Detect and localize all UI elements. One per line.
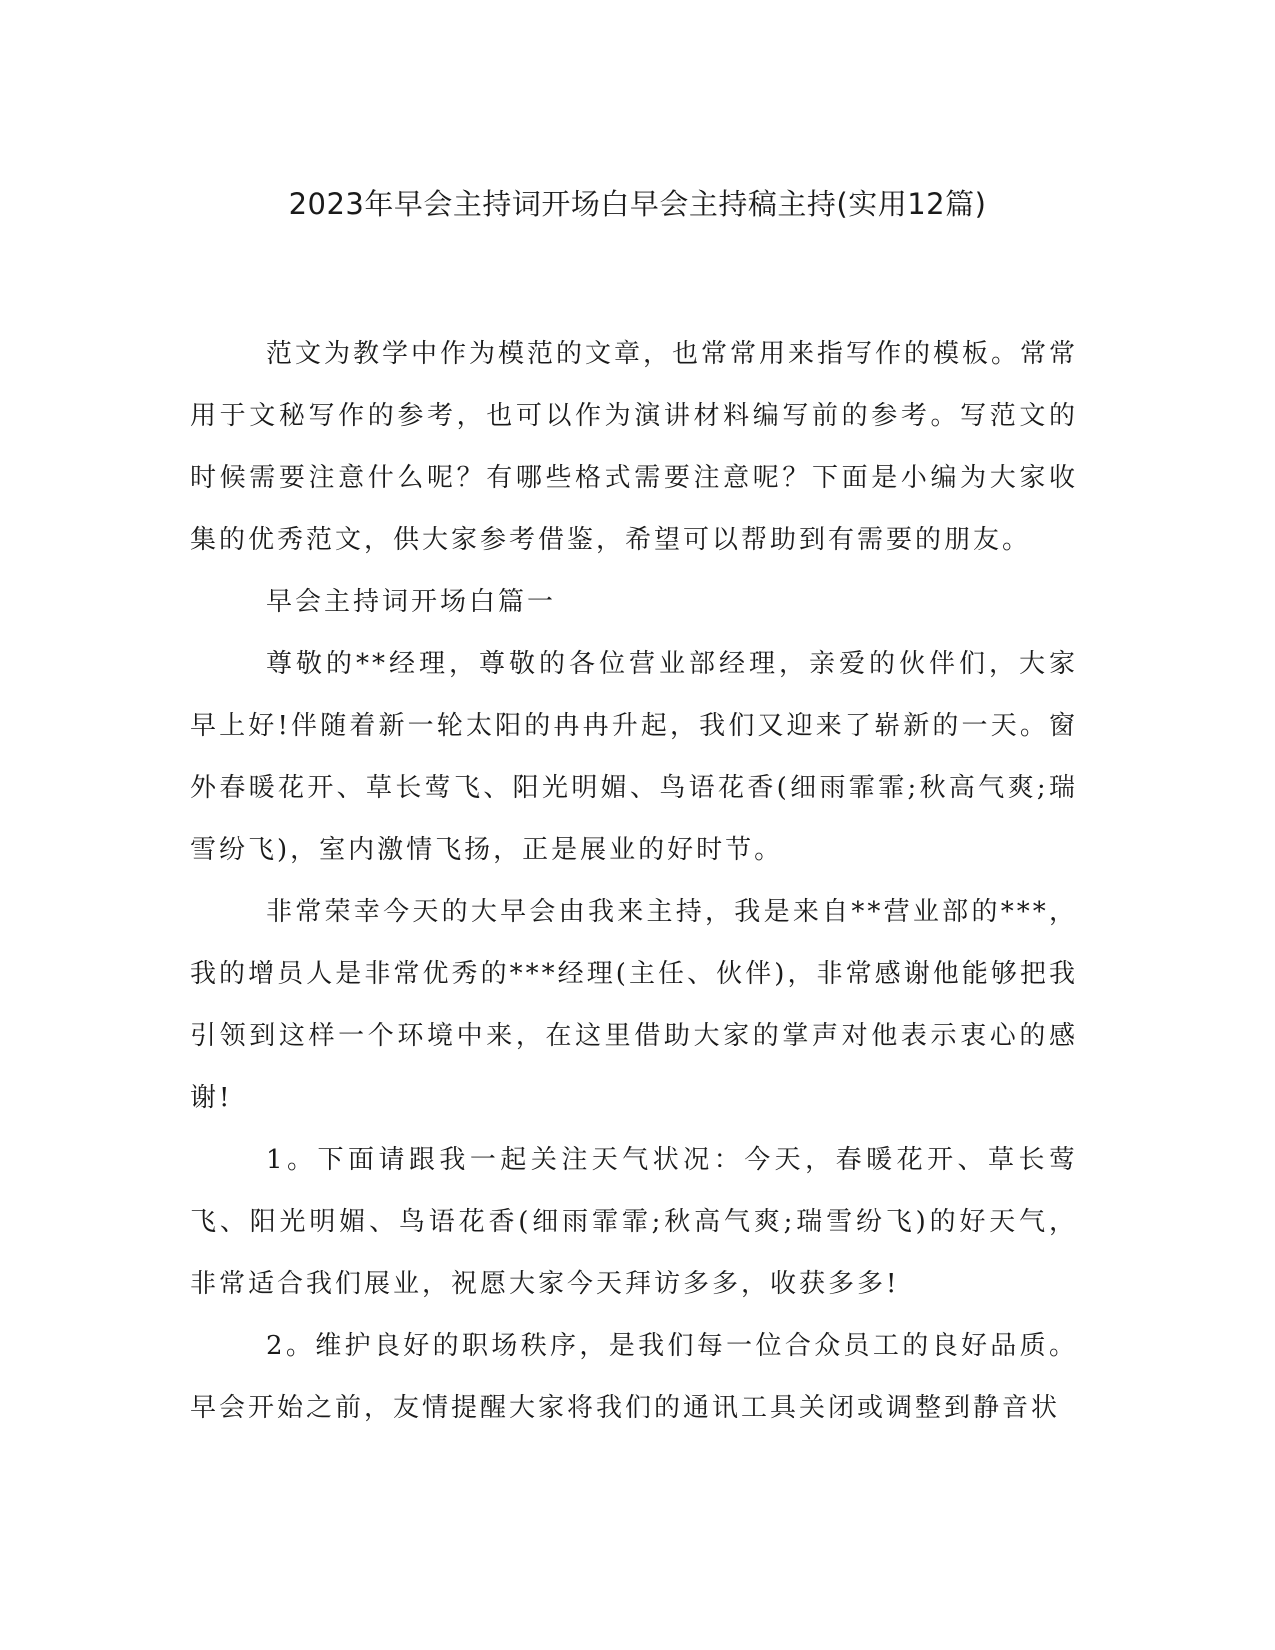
paragraph-host-intro: 非常荣幸今天的大早会由我来主持，我是来自**营业部的***，我的增员人是非常优秀的***经理(主任、伙伴)，非常感谢他能够把我引领到这样一个环境中来，在这里借助大家的掌声对他表示衷心的感谢!: [190, 897, 1078, 1113]
paragraph-item-1: 1。下面请跟我一起关注天气状况：今天，春暖花开、草长莺飞、阳光明媚、鸟语花香(细雨霏霏;秋高气爽;瑞雪纷飞)的好天气，非常适合我们展业，祝愿大家今天拜访多多，收获多多!: [190, 1145, 1078, 1299]
paragraph-item-2: 2。维护良好的职场秩序，是我们每一位合众员工的良好品质。早会开始之前，友情提醒大家将我们的通讯工具关闭或调整到静音状: [190, 1331, 1078, 1423]
paragraph-intro: 范文为教学中作为模范的文章，也常常用来指写作的模板。常常用于文秘写作的参考，也可以作为演讲材料编写前的参考。写范文的时候需要注意什么呢？有哪些格式需要注意呢？下面是小编为大家收集的优秀范文，供大家参考借鉴，希望可以帮助到有需要的朋友。: [190, 339, 1079, 555]
paragraph-greeting: 尊敬的**经理，尊敬的各位营业部经理，亲爱的伙伴们，大家早上好!伴随着新一轮太阳的冉冉升起，我们又迎来了崭新的一天。窗外春暖花开、草长莺飞、阳光明媚、鸟语花香(细雨霏霏;秋高气爽;瑞雪纷飞)，室内激情飞扬，正是展业的好时节。: [190, 649, 1078, 865]
section-heading: 早会主持词开场白篇一: [266, 587, 557, 617]
document-title: 2023年早会主持词开场白早会主持稿主持(实用12篇): [288, 187, 987, 221]
document-body: [190, 323, 1078, 1439]
